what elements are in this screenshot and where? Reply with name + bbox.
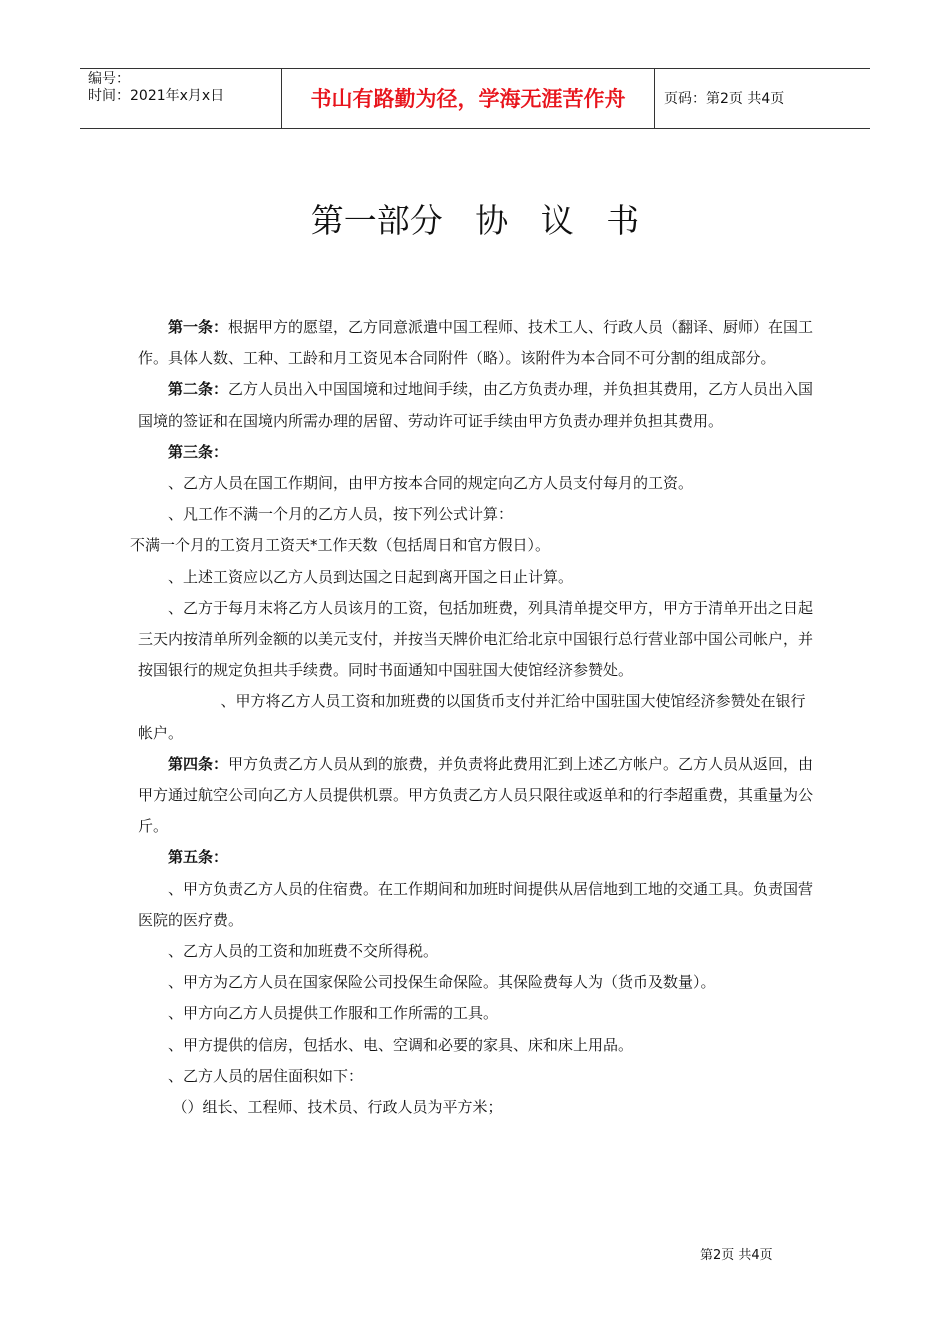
- article-5-item: 、甲方向乙方人员提供工作服和工作所需的工具。: [168, 1004, 499, 1023]
- article-3-item: 、上述工资应以乙方人员到达国之日起到离开国之日止计算。: [168, 567, 574, 586]
- article-2-text: 乙方人员出入中国国境和过地间手续，由乙方负责办理，并负担其费用，乙方人员出入国国境的签证和在国境内所需办理的居留、劳动许可证手续由甲方负责办理并负担其费用。: [138, 380, 814, 430]
- article-2-label: 第二条：: [168, 380, 229, 399]
- article-3-item: 、凡工作不满一个月的乙方人员，按下列公式计算：: [168, 505, 514, 524]
- header-number-label: 编号：: [88, 71, 130, 87]
- article-4: [138, 749, 814, 843]
- article-3-formula: 不满一个月的工资月工资天*工作天数（包括周日和官方假日）。: [130, 536, 551, 555]
- article-5-item: （）组长、工程师、技术员、行政人员为平方米；: [172, 1098, 503, 1117]
- article-1: [138, 312, 814, 374]
- header-page-info: 页码：第2页 共4页: [664, 91, 785, 107]
- article-4-text: 甲方负责乙方人员从到的旅费，并负责将此费用汇到上述乙方帐户。乙方人员从返回，由甲方通过航空公司向乙方人员提供机票。甲方负责乙方人员只限往或返单和的行李超重费，其重量为公斤。: [138, 754, 814, 836]
- page-header: [80, 68, 870, 129]
- article-5-item: 、乙方人员的工资和加班费不交所得税。: [168, 942, 439, 961]
- article-3-item: 、乙方于每月末将乙方人员该月的工资，包括加班费，列具清单提交甲方，甲方于清单开出之日起三天内按清单所列金额的以美元支付，并按当天牌价电汇给北京中国银行总行营业部中国公司帐户，并按国银行的规定负担共手续费。同时书面通知中国驻国大使馆经济参赞处。: [138, 598, 814, 680]
- header-motto: 书山有路勤为径，学海无涯苦作舟: [310, 87, 626, 111]
- article-5-item: 、甲方负责乙方人员的住宿费。在工作期间和加班时间提供从居信地到工地的交通工具。负责国营医院的医疗费。: [138, 879, 814, 929]
- article-2: [138, 374, 814, 436]
- article-1-text: 根据甲方的愿望，乙方同意派遣中国工程师、技术工人、行政人员（翻译、厨师）在国工作。具体人数、工种、工龄和月工资见本合同附件（略）。该附件为本合同不可分割的组成部分。: [138, 318, 814, 368]
- document-title: 第一部分 协 议 书: [310, 201, 640, 240]
- article-3-item: 、乙方人员在国工作期间，由甲方按本合同的规定向乙方人员支付每月的工资。: [168, 474, 694, 493]
- article-4-label: 第四条：: [168, 754, 229, 773]
- article-3-item: 、甲方将乙方人员工资和加班费的以国货币支付并汇给中国驻国大使馆经济参赞处在银行帐户。: [138, 692, 806, 742]
- article-3-label: 第三条：: [168, 442, 229, 461]
- header-divider: [654, 69, 655, 129]
- article-1-label: 第一条：: [168, 318, 229, 336]
- header-time-label: 时间：2021年x月x日: [88, 88, 225, 104]
- article-5-item: 、乙方人员的居住面积如下：: [168, 1066, 364, 1085]
- article-5-item: 、甲方提供的信房，包括水、电、空调和必要的家具、床和床上用品。: [168, 1035, 634, 1054]
- article-5-item: 、甲方为乙方人员在国家保险公司投保生命保险。其保险费每人为（货币及数量）。: [168, 973, 716, 992]
- article-5: [138, 842, 814, 873]
- page-footer: 第2页 共4页: [700, 1248, 773, 1263]
- header-meta: [88, 71, 280, 105]
- article-5-label: 第五条：: [168, 848, 229, 867]
- document-body: [130, 312, 814, 1123]
- article-3: [138, 437, 814, 468]
